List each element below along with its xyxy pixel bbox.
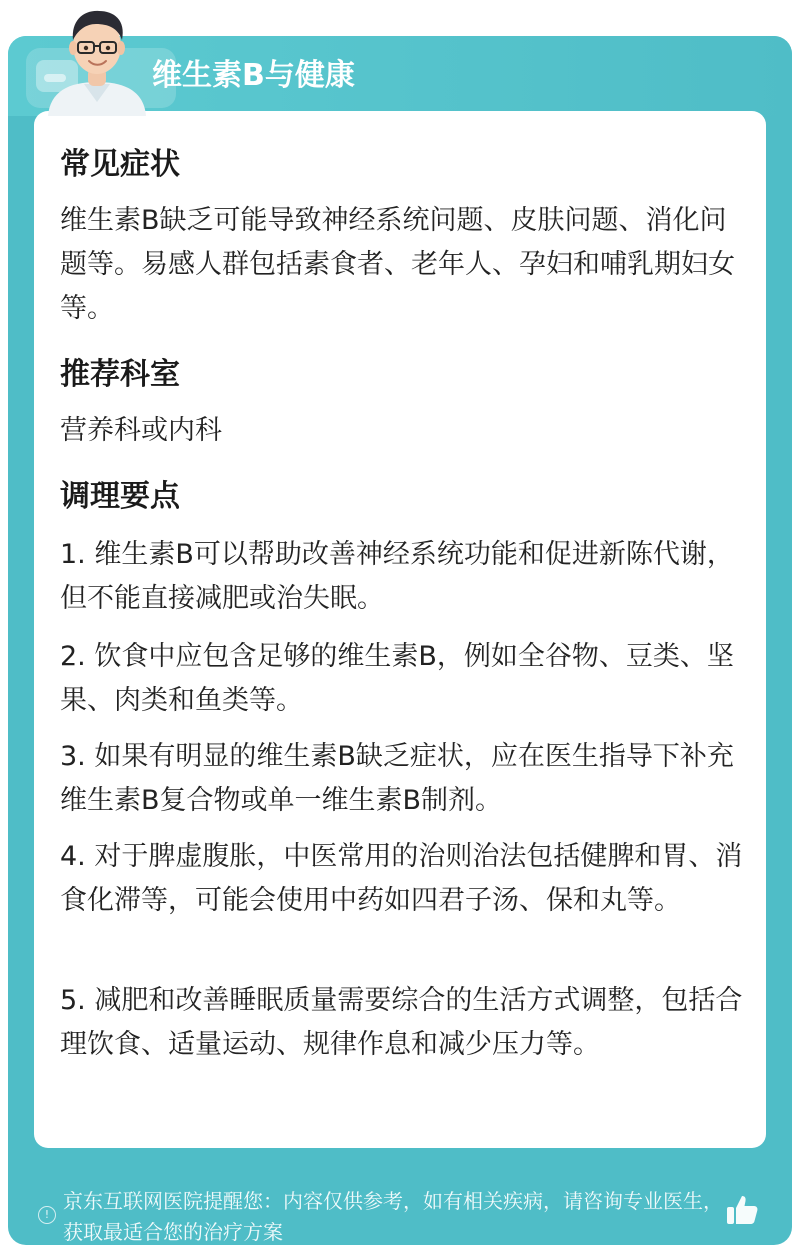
- content-card: [34, 111, 766, 1148]
- care-point-item: 1. 维生素B可以帮助改善神经系统功能和促进新陈代谢，但不能直接减肥或治失眠。: [60, 539, 734, 614]
- info-icon: !: [38, 1206, 56, 1224]
- section-heading-department: 推荐科室: [60, 357, 180, 392]
- footer-notice: 京东互联网医院提醒您：内容仅供参考，如有相关疾病，请咨询专业医生，获取最适合您的治疗方案: [63, 1189, 723, 1244]
- doctor-avatar: [44, 6, 150, 116]
- care-point-item: 3. 如果有明显的维生素B缺乏症状，应在医生指导下补充维生素B复合物或单一维生素B制剂。: [60, 741, 734, 816]
- symptoms-text: 维生素B缺乏可能导致神经系统问题、皮肤问题、消化问题等。易感人群包括素食者、老年人、孕妇和哺乳期妇女等。: [60, 205, 735, 324]
- care-point-item: 2. 饮食中应包含足够的维生素B，例如全谷物、豆类、坚果、肉类和鱼类等。: [60, 641, 734, 716]
- section-heading-care-points: 调理要点: [60, 479, 180, 514]
- footer: [8, 1156, 792, 1245]
- page-title: 维生素B与健康: [152, 58, 355, 93]
- thumbs-up-icon[interactable]: [724, 1192, 760, 1228]
- section-heading-symptoms: 常见症状: [60, 147, 180, 182]
- care-point-item: 4. 对于脾虚腹胀，中医常用的治则治法包括健脾和胃、消食化滞等，可能会使用中药如四君子汤、保和丸等。: [60, 841, 743, 916]
- care-point-item: 5. 减肥和改善睡眠质量需要综合的生活方式调整，包括合理饮食、适量运动、规律作息和减少压力等。: [60, 985, 743, 1060]
- department-text: 营养科或内科: [60, 415, 222, 446]
